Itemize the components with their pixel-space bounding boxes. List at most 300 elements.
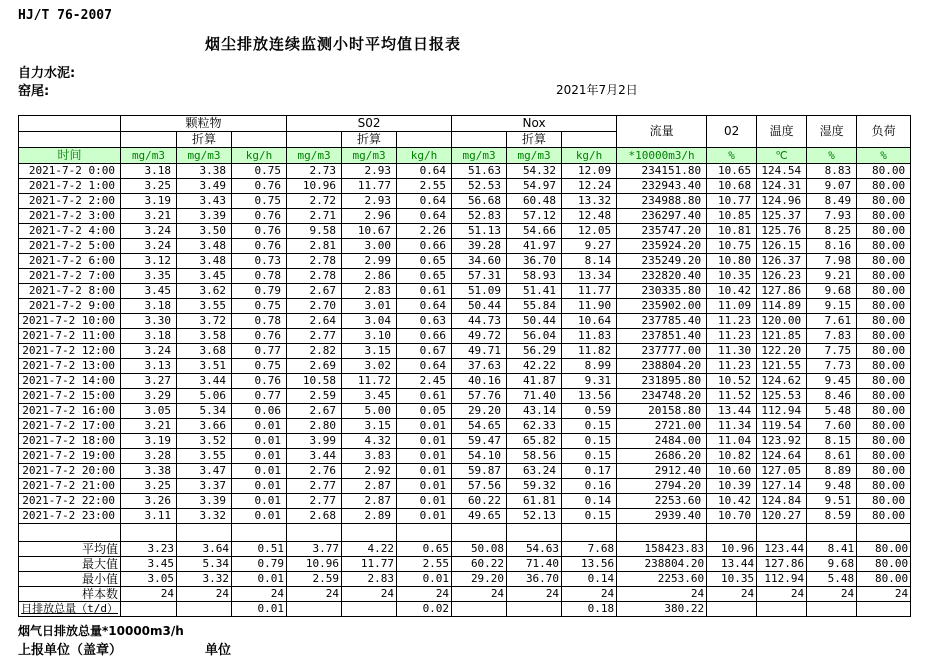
blank-cell [121, 524, 177, 542]
value-cell: 2.72 [287, 194, 342, 209]
unit-cell: mg/m3 [177, 148, 232, 164]
value-cell: 2.77 [287, 329, 342, 344]
value-cell: 0.01 [232, 494, 287, 509]
value-cell: 80.00 [857, 254, 911, 269]
value-cell: 5.00 [342, 404, 397, 419]
row-label-cell: 2021-7-2 14:00 [19, 374, 121, 389]
so2-converted-header: 折算 [342, 132, 397, 148]
value-cell: 3.18 [121, 329, 177, 344]
value-cell: 3.24 [121, 224, 177, 239]
value-cell: 80.00 [857, 209, 911, 224]
value-cell: 24 [562, 587, 617, 602]
value-cell: 114.89 [757, 299, 807, 314]
row-label-cell: 2021-7-2 15:00 [19, 389, 121, 404]
value-cell: 80.00 [857, 179, 911, 194]
value-cell: 11.04 [707, 434, 757, 449]
value-cell: 235924.20 [617, 239, 707, 254]
value-cell: 3.50 [177, 224, 232, 239]
value-cell: 0.06 [232, 404, 287, 419]
value-cell: 0.64 [397, 359, 452, 374]
value-cell: 80.00 [857, 509, 911, 524]
value-cell: 49.72 [452, 329, 507, 344]
value-cell: 7.61 [807, 314, 857, 329]
value-cell: 51.63 [452, 164, 507, 179]
unit-cell: mg/m3 [287, 148, 342, 164]
value-cell: 8.46 [807, 389, 857, 404]
value-cell: 0.15 [562, 509, 617, 524]
value-cell: 0.76 [232, 209, 287, 224]
table-row [19, 404, 911, 419]
value-cell: 3.15 [342, 344, 397, 359]
table-row [19, 389, 911, 404]
value-cell: 2.82 [287, 344, 342, 359]
value-cell: 12.09 [562, 164, 617, 179]
value-cell: 13.56 [562, 389, 617, 404]
value-cell: 0.05 [397, 404, 452, 419]
value-cell: 24 [452, 587, 507, 602]
value-cell: 54.97 [507, 179, 562, 194]
value-cell: 3.27 [121, 374, 177, 389]
row-label-cell: 样本数 [19, 587, 121, 602]
value-cell: 4.32 [342, 434, 397, 449]
value-cell: 2.78 [287, 269, 342, 284]
value-cell: 3.32 [177, 509, 232, 524]
value-cell: 63.24 [507, 464, 562, 479]
value-cell: 8.59 [807, 509, 857, 524]
value-cell: 125.37 [757, 209, 807, 224]
value-cell: 2.67 [287, 284, 342, 299]
value-cell: 8.61 [807, 449, 857, 464]
value-cell: 44.73 [452, 314, 507, 329]
value-cell: 5.48 [807, 572, 857, 587]
value-cell: 80.00 [857, 389, 911, 404]
value-cell: 11.52 [707, 389, 757, 404]
value-cell: 237777.00 [617, 344, 707, 359]
value-cell: 9.27 [562, 239, 617, 254]
value-cell: 158423.83 [617, 542, 707, 557]
value-cell: 0.01 [397, 449, 452, 464]
value-cell: 80.00 [857, 269, 911, 284]
unit-cell: % [707, 148, 757, 164]
value-cell: 2.73 [287, 164, 342, 179]
station-label: 窑尾: [18, 84, 50, 99]
value-cell: 56.68 [452, 194, 507, 209]
value-cell: 5.48 [807, 404, 857, 419]
value-cell: 10.68 [707, 179, 757, 194]
daily-report-table [18, 115, 911, 617]
value-cell: 58.93 [507, 269, 562, 284]
value-cell: 2.93 [342, 194, 397, 209]
value-cell: 11.23 [707, 314, 757, 329]
value-cell: 50.44 [452, 299, 507, 314]
value-cell: 3.99 [287, 434, 342, 449]
value-cell: 3.02 [342, 359, 397, 374]
value-cell [857, 602, 911, 617]
value-cell: 0.15 [562, 449, 617, 464]
value-cell: 127.05 [757, 464, 807, 479]
unit-cell: mg/m3 [121, 148, 177, 164]
value-cell: 0.01 [397, 434, 452, 449]
value-cell: 2.45 [397, 374, 452, 389]
value-cell: 3.68 [177, 344, 232, 359]
blank-cell [857, 524, 911, 542]
row-label-cell: 2021-7-2 12:00 [19, 344, 121, 359]
value-cell: 5.34 [177, 404, 232, 419]
value-cell: 59.32 [507, 479, 562, 494]
value-cell [177, 602, 232, 617]
value-cell: 0.65 [397, 254, 452, 269]
value-cell: 2.80 [287, 419, 342, 434]
value-cell: 234748.20 [617, 389, 707, 404]
value-cell: 11.23 [707, 359, 757, 374]
value-cell: 24 [507, 587, 562, 602]
value-cell: 80.00 [857, 434, 911, 449]
value-cell: 55.84 [507, 299, 562, 314]
value-cell: 71.40 [507, 557, 562, 572]
value-cell: 4.22 [342, 542, 397, 557]
o2-header: 02 [707, 116, 757, 148]
table-row [19, 239, 911, 254]
value-cell: 80.00 [857, 479, 911, 494]
table-row [19, 269, 911, 284]
value-cell: 3.30 [121, 314, 177, 329]
value-cell: 0.67 [397, 344, 452, 359]
row-label-cell: 2021-7-2 1:00 [19, 179, 121, 194]
table-row [19, 224, 911, 239]
value-cell: 54.66 [507, 224, 562, 239]
table-row [19, 299, 911, 314]
blank-cell [232, 524, 287, 542]
value-cell: 13.32 [562, 194, 617, 209]
value-cell: 0.01 [397, 419, 452, 434]
value-cell: 2.77 [287, 479, 342, 494]
value-cell: 0.66 [397, 239, 452, 254]
table-row [19, 254, 911, 269]
value-cell: 0.01 [232, 464, 287, 479]
value-cell: 232820.40 [617, 269, 707, 284]
summary-row [19, 557, 911, 572]
value-cell: 3.62 [177, 284, 232, 299]
value-cell: 54.65 [452, 419, 507, 434]
row-label-cell: 2021-7-2 19:00 [19, 449, 121, 464]
value-cell: 13.34 [562, 269, 617, 284]
value-cell: 3.72 [177, 314, 232, 329]
value-cell: 3.55 [177, 299, 232, 314]
blank-cell [342, 524, 397, 542]
unit-label: 单位 [205, 643, 232, 658]
so2-group-header: S02 [287, 116, 452, 132]
value-cell: 7.60 [807, 419, 857, 434]
value-cell: 24 [807, 587, 857, 602]
value-cell: 10.42 [707, 284, 757, 299]
value-cell: 42.22 [507, 359, 562, 374]
value-cell: 8.15 [807, 434, 857, 449]
value-cell: 119.54 [757, 419, 807, 434]
nox-group-header: Nox [452, 116, 617, 132]
reporting-unit-label: 上报单位（盖章） [18, 643, 123, 658]
value-cell: 41.97 [507, 239, 562, 254]
value-cell: 0.17 [562, 464, 617, 479]
table-row [19, 314, 911, 329]
value-cell: 50.44 [507, 314, 562, 329]
value-cell: 60.48 [507, 194, 562, 209]
value-cell: 0.01 [397, 479, 452, 494]
value-cell: 3.18 [121, 299, 177, 314]
value-cell: 2.83 [342, 572, 397, 587]
value-cell: 3.24 [121, 239, 177, 254]
value-cell: 124.54 [757, 164, 807, 179]
unit-cell: kg/h [562, 148, 617, 164]
value-cell: 54.10 [452, 449, 507, 464]
value-cell [121, 602, 177, 617]
value-cell: 11.34 [707, 419, 757, 434]
value-cell: 234151.80 [617, 164, 707, 179]
value-cell: 13.44 [707, 557, 757, 572]
table-row [19, 419, 911, 434]
time-column-header: 时间 [19, 148, 121, 164]
value-cell: 57.56 [452, 479, 507, 494]
value-cell: 2253.60 [617, 494, 707, 509]
value-cell: 231895.80 [617, 374, 707, 389]
value-cell: 0.64 [397, 164, 452, 179]
blank-cell [807, 524, 857, 542]
value-cell: 124.31 [757, 179, 807, 194]
value-cell: 0.75 [232, 299, 287, 314]
blank-cell [562, 524, 617, 542]
value-cell: 40.16 [452, 374, 507, 389]
value-cell: 2.26 [397, 224, 452, 239]
value-cell: 3.83 [342, 449, 397, 464]
value-cell: 57.12 [507, 209, 562, 224]
blank-cell [617, 524, 707, 542]
value-cell: 9.58 [287, 224, 342, 239]
value-cell: 59.87 [452, 464, 507, 479]
value-cell: 80.00 [857, 449, 911, 464]
value-cell: 7.75 [807, 344, 857, 359]
value-cell: 49.71 [452, 344, 507, 359]
value-cell: 232943.40 [617, 179, 707, 194]
value-cell: 2.59 [287, 389, 342, 404]
value-cell: 11.09 [707, 299, 757, 314]
value-cell: 3.11 [121, 509, 177, 524]
value-cell: 0.01 [232, 479, 287, 494]
value-cell: 9.07 [807, 179, 857, 194]
blank-cell [19, 132, 121, 148]
value-cell: 3.25 [121, 479, 177, 494]
value-cell: 3.45 [121, 284, 177, 299]
units-header-row [19, 148, 911, 164]
value-cell: 2.64 [287, 314, 342, 329]
value-cell: 3.24 [121, 344, 177, 359]
table-row [19, 329, 911, 344]
value-cell: 12.05 [562, 224, 617, 239]
value-cell: 234988.80 [617, 194, 707, 209]
value-cell: 8.16 [807, 239, 857, 254]
value-cell: 11.23 [707, 329, 757, 344]
row-label-cell: 2021-7-2 5:00 [19, 239, 121, 254]
value-cell: 123.44 [757, 542, 807, 557]
value-cell: 2.83 [342, 284, 397, 299]
value-cell: 0.01 [397, 494, 452, 509]
value-cell: 2.69 [287, 359, 342, 374]
value-cell: 9.68 [807, 557, 857, 572]
value-cell: 9.15 [807, 299, 857, 314]
value-cell: 0.65 [397, 269, 452, 284]
value-cell: 24 [177, 587, 232, 602]
value-cell: 5.34 [177, 557, 232, 572]
blank-cell [757, 524, 807, 542]
value-cell: 0.64 [397, 209, 452, 224]
value-cell: 24 [617, 587, 707, 602]
value-cell: 0.64 [397, 194, 452, 209]
value-cell: 0.65 [397, 542, 452, 557]
row-label-cell: 2021-7-2 13:00 [19, 359, 121, 374]
value-cell: 3.12 [121, 254, 177, 269]
value-cell: 11.90 [562, 299, 617, 314]
value-cell [757, 602, 807, 617]
blank-cell [177, 524, 232, 542]
blank-cell [287, 524, 342, 542]
value-cell: 10.58 [287, 374, 342, 389]
value-cell: 24 [857, 587, 911, 602]
humidity-header: 湿度 [807, 116, 857, 148]
value-cell: 80.00 [857, 314, 911, 329]
value-cell: 11.77 [562, 284, 617, 299]
value-cell: 2.89 [342, 509, 397, 524]
value-cell: 126.37 [757, 254, 807, 269]
value-cell: 3.19 [121, 194, 177, 209]
value-cell: 7.73 [807, 359, 857, 374]
value-cell: 7.83 [807, 329, 857, 344]
value-cell: 3.45 [177, 269, 232, 284]
unit-cell: ℃ [757, 148, 807, 164]
value-cell: 2.68 [287, 509, 342, 524]
value-cell: 3.48 [177, 254, 232, 269]
value-cell: 11.72 [342, 374, 397, 389]
value-cell: 2.81 [287, 239, 342, 254]
value-cell: 0.64 [397, 299, 452, 314]
value-cell [452, 602, 507, 617]
value-cell: 80.00 [857, 284, 911, 299]
value-cell: 9.68 [807, 284, 857, 299]
nox-converted-header: 折算 [507, 132, 562, 148]
value-cell: 3.38 [121, 464, 177, 479]
value-cell: 24 [397, 587, 452, 602]
value-cell: 52.53 [452, 179, 507, 194]
value-cell: 0.76 [232, 329, 287, 344]
value-cell: 10.96 [287, 557, 342, 572]
value-cell: 54.63 [507, 542, 562, 557]
value-cell: 112.94 [757, 572, 807, 587]
value-cell: 3.01 [342, 299, 397, 314]
value-cell: 120.00 [757, 314, 807, 329]
value-cell: 3.51 [177, 359, 232, 374]
value-cell: 124.64 [757, 449, 807, 464]
value-cell: 0.78 [232, 269, 287, 284]
value-cell: 2.78 [287, 254, 342, 269]
value-cell: 2253.60 [617, 572, 707, 587]
value-cell [807, 602, 857, 617]
value-cell: 2.99 [342, 254, 397, 269]
row-label-cell: 2021-7-2 3:00 [19, 209, 121, 224]
row-label-cell: 最小值 [19, 572, 121, 587]
value-cell: 0.59 [562, 404, 617, 419]
value-cell: 0.79 [232, 557, 287, 572]
value-cell: 62.33 [507, 419, 562, 434]
value-cell: 3.25 [121, 179, 177, 194]
value-cell: 3.52 [177, 434, 232, 449]
value-cell: 54.32 [507, 164, 562, 179]
value-cell: 125.53 [757, 389, 807, 404]
value-cell: 0.76 [232, 239, 287, 254]
value-cell: 59.47 [452, 434, 507, 449]
value-cell: 10.80 [707, 254, 757, 269]
row-label-cell: 最大值 [19, 557, 121, 572]
value-cell: 3.32 [177, 572, 232, 587]
value-cell: 51.09 [452, 284, 507, 299]
value-cell: 24 [757, 587, 807, 602]
row-label-cell: 2021-7-2 9:00 [19, 299, 121, 314]
value-cell: 3.10 [342, 329, 397, 344]
table-row [19, 449, 911, 464]
value-cell: 80.00 [857, 239, 911, 254]
value-cell: 238804.20 [617, 557, 707, 572]
row-label-cell: 2021-7-2 2:00 [19, 194, 121, 209]
value-cell: 60.22 [452, 494, 507, 509]
summary-row [19, 542, 911, 557]
value-cell: 0.01 [232, 572, 287, 587]
blank-cell [397, 132, 452, 148]
value-cell: 235249.20 [617, 254, 707, 269]
row-label-cell: 2021-7-2 23:00 [19, 509, 121, 524]
value-cell: 10.96 [287, 179, 342, 194]
value-cell: 52.13 [507, 509, 562, 524]
value-cell: 7.68 [562, 542, 617, 557]
value-cell: 61.81 [507, 494, 562, 509]
table-row [19, 284, 911, 299]
value-cell: 3.43 [177, 194, 232, 209]
company-label: 自力水泥: [18, 66, 76, 81]
row-label-cell: 2021-7-2 22:00 [19, 494, 121, 509]
group-header-row [19, 116, 911, 132]
value-cell: 0.75 [232, 164, 287, 179]
value-cell: 380.22 [617, 602, 707, 617]
blank-cell [452, 132, 507, 148]
value-cell: 11.82 [562, 344, 617, 359]
value-cell: 10.77 [707, 194, 757, 209]
value-cell: 24 [707, 587, 757, 602]
value-cell: 3.49 [177, 179, 232, 194]
unit-cell: mg/m3 [342, 148, 397, 164]
value-cell: 80.00 [857, 542, 911, 557]
value-cell: 3.39 [177, 494, 232, 509]
value-cell: 3.44 [287, 449, 342, 464]
value-cell: 0.75 [232, 194, 287, 209]
row-label-cell: 2021-7-2 18:00 [19, 434, 121, 449]
table-row [19, 359, 911, 374]
value-cell: 80.00 [857, 329, 911, 344]
blank-cell [562, 132, 617, 148]
pm-group-header: 颗粒物 [121, 116, 287, 132]
value-cell: 51.41 [507, 284, 562, 299]
row-label-cell: 2021-7-2 16:00 [19, 404, 121, 419]
flow-header: 流量 [617, 116, 707, 148]
value-cell: 80.00 [857, 299, 911, 314]
blank-cell [121, 132, 177, 148]
value-cell: 3.26 [121, 494, 177, 509]
value-cell: 13.56 [562, 557, 617, 572]
value-cell: 3.44 [177, 374, 232, 389]
